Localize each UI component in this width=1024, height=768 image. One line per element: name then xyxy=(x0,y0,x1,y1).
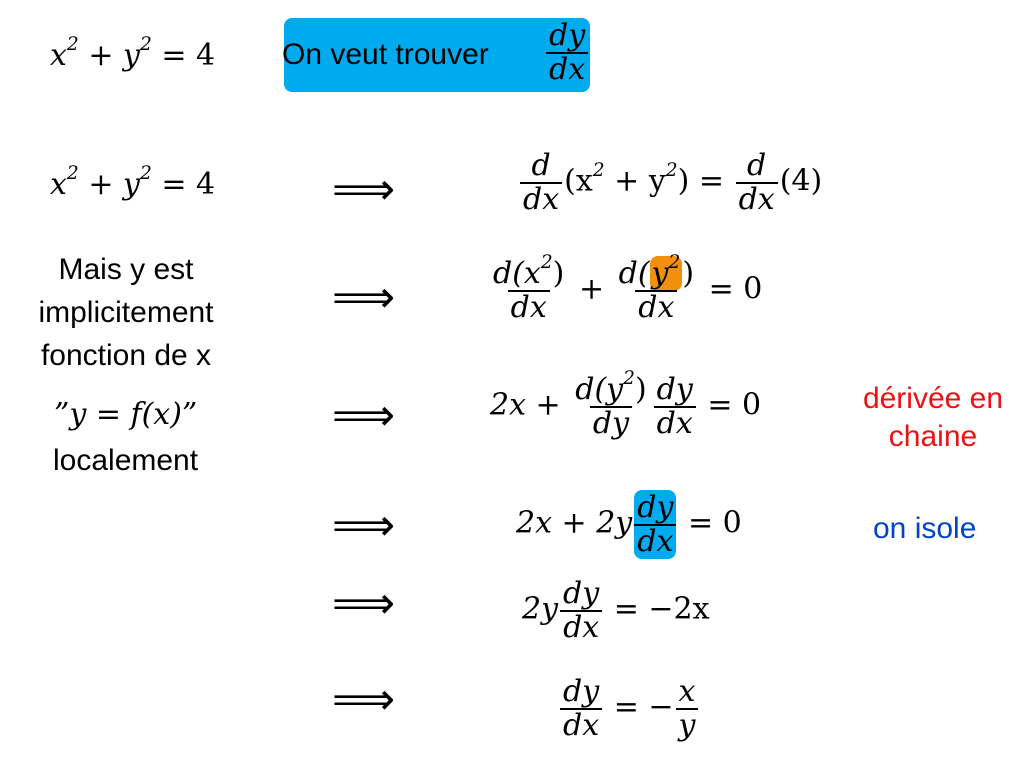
step-1-equation: $\frac{d}{dx}$ $(x^2 + y^2)$ = $\frac{d}{dx}$ (4) xyxy=(518,150,822,215)
implies-arrow-5: ⟹ xyxy=(332,578,396,629)
step-3-equation: 2x + $\frac{d(y^2)}{dy}$ $\frac{dy}{dx}$ = 0 xyxy=(490,368,762,441)
given-equation: $x^2 + y^2 = 4$ xyxy=(50,34,216,73)
locally-note: localement xyxy=(53,444,199,477)
implies-arrow-4: ⟹ xyxy=(332,500,396,551)
chain-rule-note: dérivée en chaine xyxy=(862,382,1004,453)
implies-arrow-1: ⟹ xyxy=(332,164,396,215)
start-equation: $x^2 + y^2 = 4$ xyxy=(50,163,216,202)
y-equals-f-x: ”y = f(x)” xyxy=(54,397,198,432)
isolate-note: on isole xyxy=(873,512,977,545)
step-4-equation: 2x + 2y $\frac{dy}{dx}$ = 0 xyxy=(516,490,742,559)
step-6-equation: $\frac{dy}{dx}$ = − $\frac{x}{y}$ xyxy=(558,676,700,741)
step-5-equation: 2y $\frac{dy}{dx}$ = −2x xyxy=(522,576,710,645)
implies-arrow-6: ⟹ xyxy=(332,674,396,725)
implies-arrow-3: ⟹ xyxy=(332,390,396,441)
implies-arrow-2: ⟹ xyxy=(332,272,396,323)
step-2-equation: $\frac{d(x^2)}{dx}$ + $\frac{d(y^2)}{dx}$ = 0 xyxy=(493,252,763,325)
goal-box xyxy=(284,18,590,92)
goal-derivative: $\frac{dy}{dx}$ xyxy=(546,20,588,85)
goal-text: On veut trouver xyxy=(282,38,489,71)
y-squared-highlight: $y^2$ xyxy=(651,252,681,291)
implicit-note: Mais y est implicitement fonction de x xyxy=(38,253,214,372)
dy-dx-highlight: $\frac{dy}{dx}$ xyxy=(634,490,676,559)
